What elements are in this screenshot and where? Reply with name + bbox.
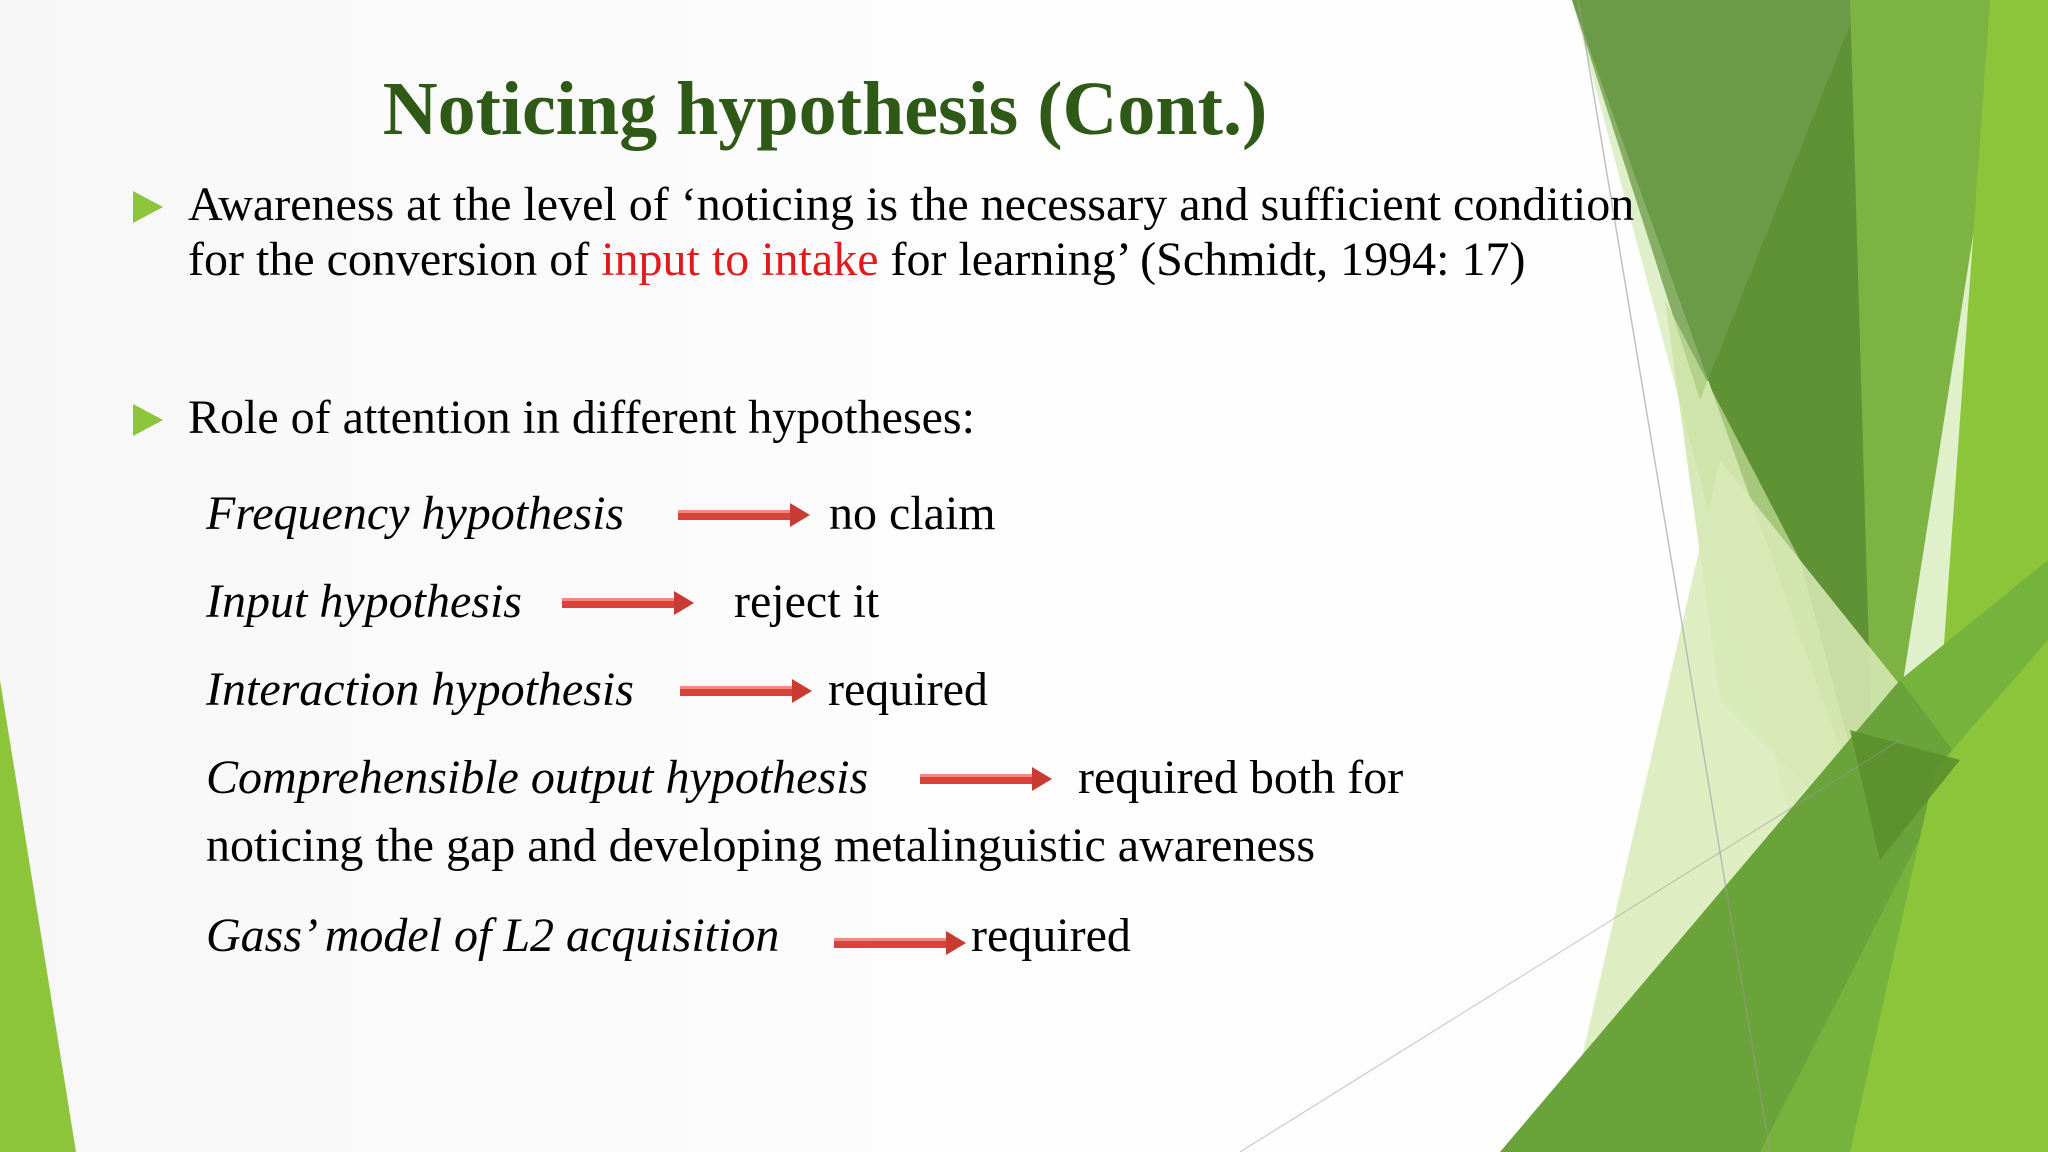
hypothesis-result-continuation: noticing the gap and developing metalinguistic awareness	[206, 819, 1316, 872]
hypothesis-name: Frequency hypothesis	[206, 487, 625, 540]
hypothesis-name: Interaction hypothesis	[206, 663, 634, 716]
hypothesis-result: required both for	[1078, 751, 1404, 804]
long-right-arrow-icon	[920, 766, 1052, 792]
long-right-arrow-icon	[834, 930, 966, 956]
long-right-arrow-icon	[562, 590, 694, 616]
hypothesis-result: no claim	[829, 487, 996, 540]
slide-title: Noticing hypothesis (Cont.)	[382, 67, 1268, 151]
hypothesis-result: required	[971, 909, 1131, 962]
bullet-text	[188, 177, 1688, 287]
bullet-text-after: for learning’ (Schmidt, 1994: 17)	[878, 233, 1526, 286]
triangle-right-icon	[133, 404, 163, 436]
hypothesis-name: Gass’ model of L2 acquisition	[206, 909, 780, 962]
long-right-arrow-icon	[680, 678, 812, 704]
hypothesis-result: reject it	[734, 575, 880, 628]
triangle-right-icon	[133, 191, 163, 223]
hypothesis-result: required	[828, 663, 988, 716]
long-right-arrow-icon	[678, 502, 810, 528]
hypothesis-name: Comprehensible output hypothesis	[206, 751, 869, 804]
bullet-text: Role of attention in different hypotheses:	[188, 391, 975, 444]
highlight-input-to-intake: input to intake	[601, 233, 879, 286]
bullet-text-before: Awareness at the level of ‘noticing is the necessary and sufficient condition for the conversion of	[188, 178, 1635, 286]
hypothesis-name: Input hypothesis	[206, 575, 522, 628]
